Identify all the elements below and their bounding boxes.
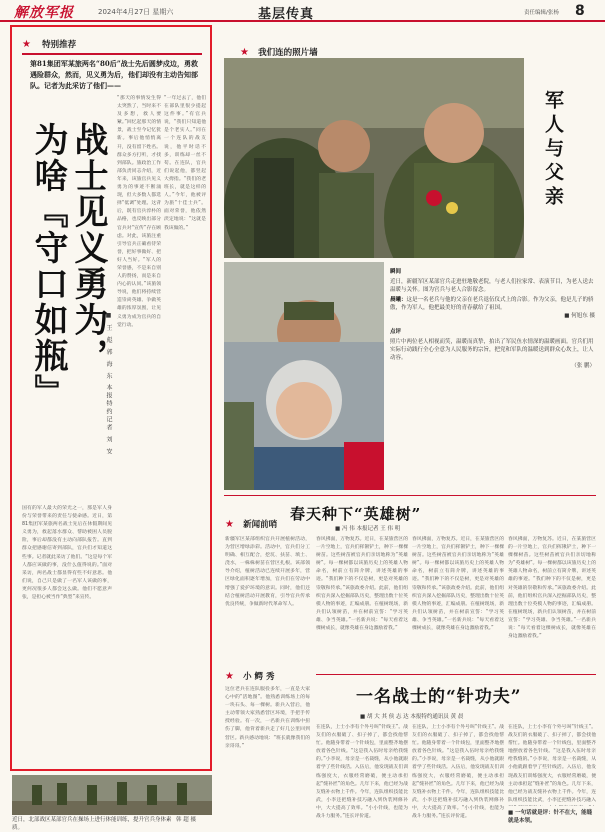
small-story-tag: 小 鳄 秀 xyxy=(243,672,275,682)
caption-comment: 照片中两位老人相视而笑，温暖而真挚，拍出了军民鱼水情深的温暖画面。官兵们用实际行动践行全心全意为人民服务的宗旨，把党和军队的温暖送到群众心坎上，让人动容。 xyxy=(390,339,594,361)
caption-heading-moment: 瞬间 xyxy=(390,269,402,275)
small-story-text: 这位老兵在连队服役多年，一直是大家心中的“活地图”。他熟悉训练场上的每一块石头、每一棵树。新兵入营后，他主动带领大家熟悉营区环境，手把手传授经验。有一次，一名新兵在训练中扭伤了脚，他背着新兵走了好几公里回到营区。新兵感动地说：“班长就像我们的亲哥哥。” xyxy=(225,687,310,749)
training-photo-caption: 近日，北部战区某部官兵在操场上进行体能训练，提升官兵身体素质。 xyxy=(12,817,172,831)
feature-byline: ■ 王 彪 郭 海 东 本报特约记者 刘 安 xyxy=(105,312,112,457)
photo-elderly-woman xyxy=(224,342,384,490)
feature-tag-bar xyxy=(22,32,202,55)
elderly-woman-photo-image xyxy=(224,342,384,490)
feature-text-col-c: “一年过去了，他们在部队里很少提起这件事。”有官兵说，“我们只知道他是个老实人。”同在一个连队的战友说，他平时话不多，训练却一丝不苟。在连队，官兵们说起他，都竖起大拇指。“我们的老班长，就是这样的人。”今年，他被评为旅“十佳士兵”。面对荣誉，他依然淡定地说：“这就是我该做的。” xyxy=(164,96,206,231)
caption-moment: 近日，新疆军区某部官兵走进驻地敬老院，与老人们拉家常、表演节目，为老人送去温暖与关怀。图为官兵与老人合影留念。 xyxy=(390,279,594,293)
issue-date: 2024年4月27日 星期六 xyxy=(98,8,174,16)
feature-title-col1: 战士见义勇为， xyxy=(68,122,108,374)
photo-soldier-father xyxy=(224,58,524,258)
star-icon: ★ xyxy=(22,39,31,50)
needle-article-byline: ■ 胡 大 其 侯 志 达 本报特约通讯员 黄 晨 xyxy=(360,714,464,720)
spring-article-col1: 春风拂面，万物复苏。近日，在某旅营区的一片空地上，官兵们挥锹铲土，种下一棵棵树苗。这些树苗被官兵们亲切地称为“英雄树”。每一棵树都以该旅历史上的英雄人物命名，树前立有简介牌，讲述英雄的事迹。“我们种下的不仅是树，更是对英雄的崇敬和传承。”该旅政委介绍。此前，他们组织官兵深入挖掘部队历史，整理出数十位英模人物的事迹，汇编成册。在植树现场，新兵们认领树苗，并在树前宣誓：“学习英雄、争当英雄。”一名新兵说：“每天看着这棵树成长，就像英雄在身边激励着我。” xyxy=(316,537,408,632)
feature-text-col-b: “那天的事情发生得太突然了，当时来不及多想，救人要紧。”回忆起那天的情景，战士至今记忆犹新。事后他悄悄离开，没有留下姓名。群众多方打听，才找到部队。旅政治工作部负责同志介绍，近年来，该旅官兵见义勇为的事迹不断涌现，但大多数人都选择“低调”处理。这背后，既有官兵淳朴的品格，也反映出部分官兵对“宣传”存在顾虑。对此，该旅注重引导官兵正确看待荣誉，把好事做好、把好人当好。“军人的荣誉感，不是来自别人的赞扬，而是来自内心的认同。”该旅领导说，他们将持续营造崇尚英雄、争做英雄的浓厚氛围，让见义勇为成为官兵的自觉行动。 xyxy=(117,96,161,328)
photo-story-tag: 我们连的照片墙 xyxy=(258,48,318,58)
editor-credit: 责任编辑/张杨 xyxy=(524,10,559,16)
photo-story-title: 军人与父亲 xyxy=(542,90,564,210)
news-brief-tag: 新闻前哨 xyxy=(243,520,278,530)
news-brief-tag-bar xyxy=(225,512,310,531)
needle-article-col1: 在连队，上士小李有个外号叫“针线王”。战友们的衣服破了、扣子掉了，都会找他帮忙。他随身带着一个针线包，里面整齐地摆放着各色针线。“这是我入伍时母亲给我缝的。”小李说，母亲是一名裁缝，从小他就跟着学了些针线活。入伍后，他发现战友们训练强度大，衣服经常磨破，便主动承担起“缝补匠”的角色。几年下来，他已经为战友缝补衣物上千件。今年，连队组织技能比武，小李还把缝补技巧融入到伪装网修补中，大大提高了效率。“小小针线，也能为战斗力服务。”连长评价道。 xyxy=(316,725,408,820)
photo-story-tag-bar xyxy=(240,40,390,59)
feature-lead: 第81集团军某旅两名“80后”战士先后圆梦戍边，勇救遇险群众，然而，见义勇为后，他们却没有主动告知部队。记者为此采访了他们—— xyxy=(30,59,198,90)
caption-comment-credit: （张 鹏） xyxy=(571,363,595,369)
spring-article-col3: 春风拂面，万物复苏。近日，在某旅营区的一片空地上，官兵们挥锹铲土，种下一棵棵树苗。这些树苗被官兵们亲切地称为“英雄树”。每一棵树都以该旅历史上的英雄人物命名，树前立有简介牌，讲述英雄的事迹。“我们种下的不仅是树，更是对英雄的崇敬和传承。”该旅政委介绍。此前，他们组织官兵深入挖掘部队历史，整理出数十位英模人物的事迹，汇编成册。在植树现场，新兵们认领树苗，并在树前宣誓：“学习英雄、争当英雄。”一名新兵说：“每天看着这棵树成长，就像英雄在身边激励着我。” xyxy=(508,537,596,640)
needle-article-title: 一名战士的“针功夫” xyxy=(356,687,522,707)
training-photo-image xyxy=(12,775,212,815)
page-number: 8 xyxy=(575,3,585,19)
needle-article-comment: ■ 一句话就是评：针不在大，能缝就是本领。 xyxy=(508,810,593,824)
photo-training xyxy=(12,775,212,815)
photo-story-captions xyxy=(390,268,595,478)
news-brief-text: 新疆军区某部组织官兵开展植树活动，为营区增绿添彩。活动中，官兵们分工明确、相互配合，挖坑、扶苗、填土、浇水，一株株树苗在营区扎根。该部领导介绍，植树活动已连续开展多年，营区绿化面积逐年增加，官兵们在劳动中增强了爱护环境的意识。同时，他们还结合植树活动开展教育，引导官兵传承优良传统，争做新时代革命军人。 xyxy=(225,537,310,607)
needle-article-col2: 在连队，上士小李有个外号叫“针线王”。战友们的衣服破了、扣子掉了，都会找他帮忙。他随身带着一个针线包，里面整齐地摆放着各色针线。“这是我入伍时母亲给我缝的。”小李说，母亲是一名裁缝，从小他就跟着学了些针线活。入伍后，他发现战友们训练强度大，衣服经常磨破，便主动承担起“缝补匠”的角色。几年下来，他已经为战友缝补衣物上千件。今年，连队组织技能比武，小李还把缝补技巧融入到伪装网修补中，大大提高了效率。“小小针线，也能为战斗力服务。”连长评价道。 xyxy=(412,725,504,820)
feature-text-col-a: 国有的军人最大的荣光之一，那是军人身份与荣誉带来的责任与使命感。近日，第81集团军某旅两名战士先后在休假期间见义勇为，救起落水群众、帮助被困人员脱险，事后却都没有主动向部队报告。直到群众把感谢信寄到部队，官兵们才知道这些事。记者就此采访了他们。“这是每个军人都应该做的事，没什么值得说的。”面对采访，两名战士都显得有些不好意思。他们说，自己只是做了一名军人该做的事，更何况很多人都会这么做。他们不愿意声张，是担心被当作“典型”来宣传。 xyxy=(22,506,112,601)
star-icon: ★ xyxy=(240,47,249,58)
soldier-father-photo-image xyxy=(224,58,524,258)
caption-heading-comment: 点评 xyxy=(390,329,402,335)
newspaper-logo: 解放军报 xyxy=(14,5,74,21)
caption-author-label: 晨曦： xyxy=(390,297,407,303)
needle-article-col3: 在连队，上士小李有个外号叫“针线王”。战友们的衣服破了、扣子掉了，都会找他帮忙。他随身带着一个针线包，里面整齐地摆放着各色针线。“这是我入伍时母亲给我缝的。”小李说，母亲是一名裁缝，从小他就跟着学了些针线活。入伍后，他发现战友们训练强度大，衣服经常磨破，便主动承担起“缝补匠”的角色。几年下来，他已经为战友缝补衣物上千件。今年，连队组织技能比武，小李还把缝补技巧融入 xyxy=(508,725,596,803)
section-title: 基层传真 xyxy=(258,7,315,22)
caption-photo-credit: ■ 何旭东 摄 xyxy=(564,313,595,319)
spring-article-byline: ■ 冯 伟 本报记者 王 伟 明 xyxy=(335,526,401,532)
caption-author-text: 这是一名老兵与他的父亲在老兵退伍仪式上的合影。作为父亲，他是儿子的骄傲，作为军人，他把最美好的青春献给了祖国。 xyxy=(390,297,594,311)
spring-article-col2: 春风拂面，万物复苏。近日，在某旅营区的一片空地上，官兵们挥锹铲土，种下一棵棵树苗。这些树苗被官兵们亲切地称为“英雄树”。每一棵树都以该旅历史上的英雄人物命名，树前立有简介牌，讲述英雄的事迹。“我们种下的不仅是树，更是对英雄的崇敬和传承。”该旅政委介绍。此前，他们组织官兵深入挖掘部队历史，整理出数十位英模人物的事迹，汇编成册。在植树现场，新兵们认领树苗，并在树前宣誓：“学习英雄、争当英雄。”一名新兵说：“每天看着这棵树成长，就像英雄在身边激励着我。” xyxy=(412,537,504,632)
feature-tag: 特别推荐 xyxy=(42,40,77,50)
feature-title-col2: 为啥『守口如瓶』 xyxy=(28,122,68,410)
training-photo-credit: 韩 超 摄 xyxy=(176,817,196,823)
star-icon: ★ xyxy=(225,671,234,682)
small-story-tag-bar xyxy=(225,664,310,683)
star-icon: ★ xyxy=(225,519,234,530)
spring-article-title: 春天种下“英雄树” xyxy=(290,505,422,523)
